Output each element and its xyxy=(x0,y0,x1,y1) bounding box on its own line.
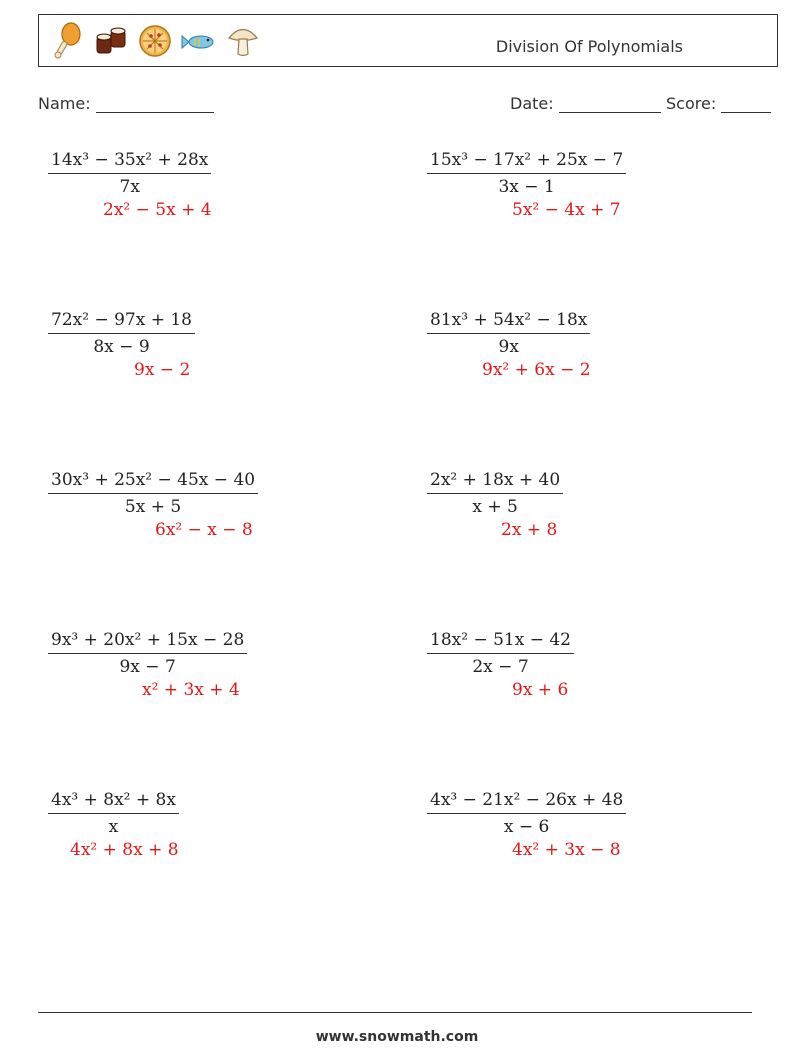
score-label: Score: xyxy=(666,94,717,113)
fraction xyxy=(48,470,258,517)
denominator: 9x xyxy=(498,337,519,357)
answer-1: 2x² − 5x + 4 xyxy=(103,200,212,220)
footer-url: www.snowmath.com xyxy=(315,1029,479,1045)
worksheet-title: Division Of Polynomials xyxy=(495,37,683,56)
fraction xyxy=(427,630,574,677)
denominator: 8x − 9 xyxy=(93,337,150,357)
answer-3: 9x − 2 xyxy=(134,360,191,380)
fraction xyxy=(48,310,195,357)
numerator: 4x³ + 8x² + 8x xyxy=(48,790,179,814)
answer-4: 9x² + 6x − 2 xyxy=(482,360,591,380)
score-blank xyxy=(721,96,771,113)
problem-6 xyxy=(427,470,563,517)
answer-8: 9x + 6 xyxy=(512,680,569,700)
answer-2: 5x² − 4x + 7 xyxy=(512,200,621,220)
problem-4 xyxy=(427,310,590,357)
numerator: 30x³ + 25x² − 45x − 40 xyxy=(48,470,258,494)
sushi-roll-icon xyxy=(93,21,129,61)
problem-9 xyxy=(48,790,179,837)
fraction xyxy=(48,150,211,197)
numerator: 4x³ − 21x² − 26x + 48 xyxy=(427,790,626,814)
problem-10 xyxy=(427,790,626,837)
problem-7 xyxy=(48,630,247,677)
answer-7: x² + 3x + 4 xyxy=(142,680,240,700)
fraction xyxy=(427,470,563,517)
fraction xyxy=(427,150,626,197)
denominator: 5x + 5 xyxy=(124,497,182,517)
problem-1 xyxy=(48,150,211,197)
problem-5 xyxy=(48,470,258,517)
fraction xyxy=(48,630,247,677)
answer-6: 2x + 8 xyxy=(501,520,558,540)
score-field xyxy=(666,94,771,113)
denominator: 3x − 1 xyxy=(498,177,555,197)
denominator: x xyxy=(108,817,119,837)
pizza-icon xyxy=(137,21,173,61)
footer-divider xyxy=(38,1012,752,1013)
numerator: 72x² − 97x + 18 xyxy=(48,310,195,334)
fraction xyxy=(427,310,590,357)
name-blank xyxy=(96,96,214,113)
answer-9: 4x² + 8x + 8 xyxy=(70,840,179,860)
name-field xyxy=(38,94,214,113)
answer-10: 4x² + 3x − 8 xyxy=(512,840,621,860)
numerator: 2x² + 18x + 40 xyxy=(427,470,563,494)
name-label: Name: xyxy=(38,94,91,113)
numerator: 9x³ + 20x² + 15x − 28 xyxy=(48,630,247,654)
answer-5: 6x² − x − 8 xyxy=(155,520,253,540)
numerator: 81x³ + 54x² − 18x xyxy=(427,310,590,334)
date-label: Date: xyxy=(510,94,554,113)
date-blank xyxy=(559,96,661,113)
denominator: x + 5 xyxy=(472,497,518,517)
header-icons xyxy=(49,21,261,61)
date-field xyxy=(510,94,661,113)
worksheet-header xyxy=(38,14,778,67)
problem-2 xyxy=(427,150,626,197)
mushroom-icon xyxy=(225,21,261,61)
fraction xyxy=(48,790,179,837)
numerator: 15x³ − 17x² + 25x − 7 xyxy=(427,150,626,174)
numerator: 14x³ − 35x² + 28x xyxy=(48,150,211,174)
denominator: 9x − 7 xyxy=(119,657,176,677)
fraction xyxy=(427,790,626,837)
problem-8 xyxy=(427,630,574,677)
denominator: 7x xyxy=(119,177,140,197)
problem-3 xyxy=(48,310,195,357)
denominator: x − 6 xyxy=(503,817,550,837)
drumstick-icon xyxy=(49,21,85,61)
fish-icon xyxy=(181,21,217,61)
numerator: 18x² − 51x − 42 xyxy=(427,630,574,654)
denominator: 2x − 7 xyxy=(472,657,529,677)
